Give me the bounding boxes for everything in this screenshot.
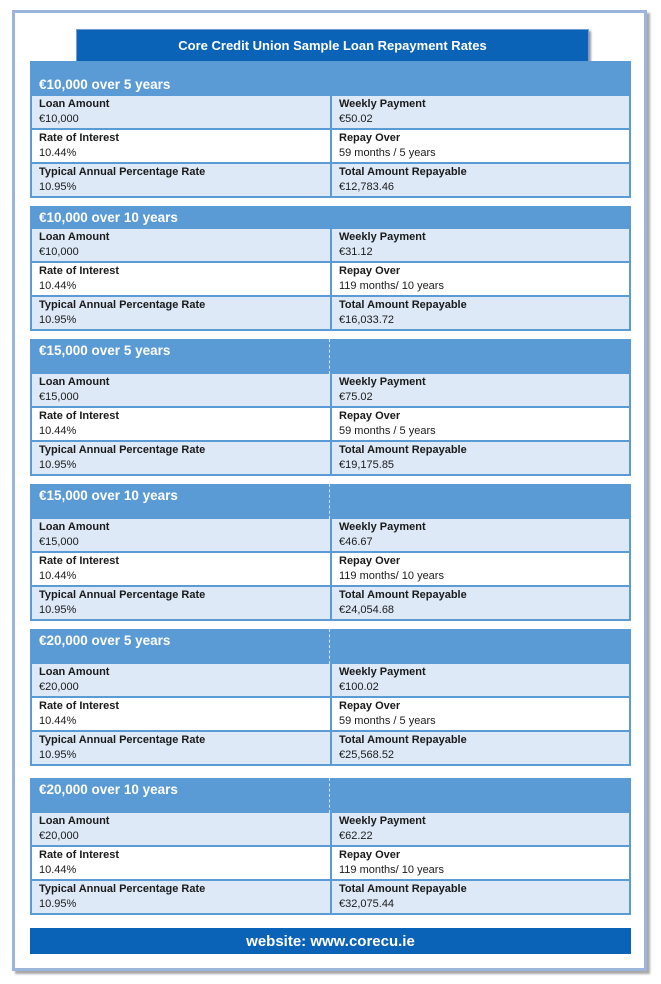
apr-cell xyxy=(32,297,330,329)
weekly-payment-label: Weekly Payment xyxy=(339,521,426,533)
apr-cell xyxy=(32,881,330,913)
total-cell xyxy=(330,297,629,329)
loan-amount-label: Loan Amount xyxy=(39,231,110,243)
weekly-payment-label: Weekly Payment xyxy=(339,376,426,388)
total-cell xyxy=(330,587,629,619)
repay-over-value: 119 months/ 10 years xyxy=(339,570,444,582)
loan-section xyxy=(30,206,631,331)
interest-cell xyxy=(32,553,330,585)
apr-value: 10.95% xyxy=(39,314,77,326)
loan-amount-cell xyxy=(32,374,330,406)
apr-label: Typical Annual Percentage Rate xyxy=(39,166,206,178)
interest-value: 10.44% xyxy=(39,864,77,876)
table-row xyxy=(30,374,631,408)
loan-heading-text: €20,000 over 10 years xyxy=(39,782,178,797)
loan-section xyxy=(30,339,631,476)
weekly-payment-label: Weekly Payment xyxy=(339,666,426,678)
interest-value: 10.44% xyxy=(39,425,77,437)
total-cell xyxy=(330,442,629,474)
apr-label: Typical Annual Percentage Rate xyxy=(39,589,206,601)
page-title: Core Credit Union Sample Loan Repayment Rates xyxy=(76,29,589,62)
interest-value: 10.44% xyxy=(39,715,77,727)
loan-amount-label: Loan Amount xyxy=(39,521,110,533)
repay-over-label: Repay Over xyxy=(339,410,401,422)
loan-amount-cell xyxy=(32,664,330,696)
weekly-payment-cell xyxy=(330,664,629,696)
repay-over-value: 59 months / 5 years xyxy=(339,147,436,159)
loan-heading-text: €15,000 over 5 years xyxy=(39,343,171,358)
repay-over-label: Repay Over xyxy=(339,132,401,144)
loan-section xyxy=(30,629,631,766)
repay-over-value: 59 months / 5 years xyxy=(339,715,436,727)
loan-amount-value: €15,000 xyxy=(39,391,79,403)
loan-amount-label: Loan Amount xyxy=(39,98,110,110)
repay-over-cell xyxy=(330,130,629,162)
apr-value: 10.95% xyxy=(39,459,77,471)
weekly-payment-value: €31.12 xyxy=(339,246,373,258)
weekly-payment-cell xyxy=(330,813,629,845)
loan-amount-value: €20,000 xyxy=(39,830,79,842)
apr-cell xyxy=(32,732,330,764)
repay-over-value: 119 months/ 10 years xyxy=(339,280,444,292)
repay-over-value: 119 months/ 10 years xyxy=(339,864,444,876)
apr-value: 10.95% xyxy=(39,604,77,616)
total-value: €12,783.46 xyxy=(339,181,395,193)
total-value: €19,175.85 xyxy=(339,459,395,471)
loan-section xyxy=(30,778,631,915)
table-row xyxy=(30,96,631,130)
weekly-payment-label: Weekly Payment xyxy=(339,98,426,110)
interest-value: 10.44% xyxy=(39,280,77,292)
header-divider xyxy=(329,778,330,813)
loan-heading-text: €10,000 over 10 years xyxy=(39,210,178,225)
table-row xyxy=(30,732,631,766)
total-label: Total Amount Repayable xyxy=(339,883,467,895)
table-row xyxy=(30,130,631,164)
repay-over-label: Repay Over xyxy=(339,265,401,277)
weekly-payment-value: €75.02 xyxy=(339,391,373,403)
total-label: Total Amount Repayable xyxy=(339,589,467,601)
repay-over-cell xyxy=(330,553,629,585)
repay-over-label: Repay Over xyxy=(339,555,401,567)
table-row xyxy=(30,263,631,297)
loan-section-heading xyxy=(30,61,631,96)
interest-cell xyxy=(32,698,330,730)
website-link[interactable]: website: www.corecu.ie xyxy=(246,932,415,950)
interest-label: Rate of Interest xyxy=(39,700,120,712)
loan-amount-label: Loan Amount xyxy=(39,376,110,388)
interest-label: Rate of Interest xyxy=(39,849,120,861)
website-footer xyxy=(30,928,631,954)
total-cell xyxy=(330,164,629,196)
loan-amount-cell xyxy=(32,229,330,261)
table-row xyxy=(30,229,631,263)
repay-over-value: 59 months / 5 years xyxy=(339,425,436,437)
loan-amount-value: €15,000 xyxy=(39,536,79,548)
total-cell xyxy=(330,732,629,764)
apr-label: Typical Annual Percentage Rate xyxy=(39,734,206,746)
loan-section-heading xyxy=(30,339,631,374)
total-value: €24,054.68 xyxy=(339,604,395,616)
table-row xyxy=(30,519,631,553)
total-label: Total Amount Repayable xyxy=(339,734,467,746)
table-row xyxy=(30,698,631,732)
repay-over-cell xyxy=(330,263,629,295)
loan-amount-value: €10,000 xyxy=(39,246,79,258)
weekly-payment-cell xyxy=(330,374,629,406)
apr-cell xyxy=(32,164,330,196)
total-label: Total Amount Repayable xyxy=(339,444,467,456)
repay-over-label: Repay Over xyxy=(339,700,401,712)
repay-over-cell xyxy=(330,847,629,879)
loan-heading-text: €20,000 over 5 years xyxy=(39,633,171,648)
interest-value: 10.44% xyxy=(39,570,77,582)
table-row xyxy=(30,297,631,331)
total-value: €25,568.52 xyxy=(339,749,395,761)
loan-section xyxy=(30,61,631,198)
header-divider xyxy=(329,629,330,664)
table-row xyxy=(30,442,631,476)
weekly-payment-value: €62.22 xyxy=(339,830,373,842)
apr-label: Typical Annual Percentage Rate xyxy=(39,883,206,895)
weekly-payment-cell xyxy=(330,96,629,128)
loan-section xyxy=(30,484,631,621)
loan-amount-cell xyxy=(32,96,330,128)
loan-section-heading xyxy=(30,778,631,813)
weekly-payment-value: €100.02 xyxy=(339,681,379,693)
loan-amount-value: €20,000 xyxy=(39,681,79,693)
apr-label: Typical Annual Percentage Rate xyxy=(39,299,206,311)
table-row xyxy=(30,813,631,847)
repay-over-label: Repay Over xyxy=(339,849,401,861)
loan-amount-label: Loan Amount xyxy=(39,815,110,827)
table-row xyxy=(30,164,631,198)
weekly-payment-label: Weekly Payment xyxy=(339,231,426,243)
header-divider xyxy=(329,339,330,374)
loan-amount-value: €10,000 xyxy=(39,113,79,125)
interest-label: Rate of Interest xyxy=(39,265,120,277)
total-label: Total Amount Repayable xyxy=(339,299,467,311)
loan-amount-cell xyxy=(32,519,330,551)
apr-label: Typical Annual Percentage Rate xyxy=(39,444,206,456)
table-row xyxy=(30,587,631,621)
loan-amount-cell xyxy=(32,813,330,845)
weekly-payment-value: €46.67 xyxy=(339,536,373,548)
interest-label: Rate of Interest xyxy=(39,410,120,422)
repay-over-cell xyxy=(330,698,629,730)
interest-cell xyxy=(32,130,330,162)
table-row xyxy=(30,408,631,442)
total-label: Total Amount Repayable xyxy=(339,166,467,178)
table-row xyxy=(30,553,631,587)
apr-value: 10.95% xyxy=(39,181,77,193)
interest-label: Rate of Interest xyxy=(39,555,120,567)
weekly-payment-cell xyxy=(330,229,629,261)
loan-heading-text: €15,000 over 10 years xyxy=(39,488,178,503)
apr-value: 10.95% xyxy=(39,749,77,761)
loan-section-heading xyxy=(30,484,631,519)
weekly-payment-cell xyxy=(330,519,629,551)
interest-cell xyxy=(32,408,330,440)
table-row xyxy=(30,664,631,698)
total-value: €32,075.44 xyxy=(339,898,395,910)
interest-value: 10.44% xyxy=(39,147,77,159)
weekly-payment-value: €50.02 xyxy=(339,113,373,125)
weekly-payment-label: Weekly Payment xyxy=(339,815,426,827)
loan-amount-label: Loan Amount xyxy=(39,666,110,678)
loan-section-heading xyxy=(30,629,631,664)
header-divider xyxy=(329,484,330,519)
apr-cell xyxy=(32,442,330,474)
total-cell xyxy=(330,881,629,913)
interest-cell xyxy=(32,263,330,295)
table-row xyxy=(30,847,631,881)
total-value: €16,033.72 xyxy=(339,314,395,326)
interest-label: Rate of Interest xyxy=(39,132,120,144)
interest-cell xyxy=(32,847,330,879)
apr-value: 10.95% xyxy=(39,898,77,910)
table-row xyxy=(30,881,631,915)
loan-section-heading xyxy=(30,206,631,229)
loan-heading-text: €10,000 over 5 years xyxy=(39,77,171,92)
repay-over-cell xyxy=(330,408,629,440)
apr-cell xyxy=(32,587,330,619)
